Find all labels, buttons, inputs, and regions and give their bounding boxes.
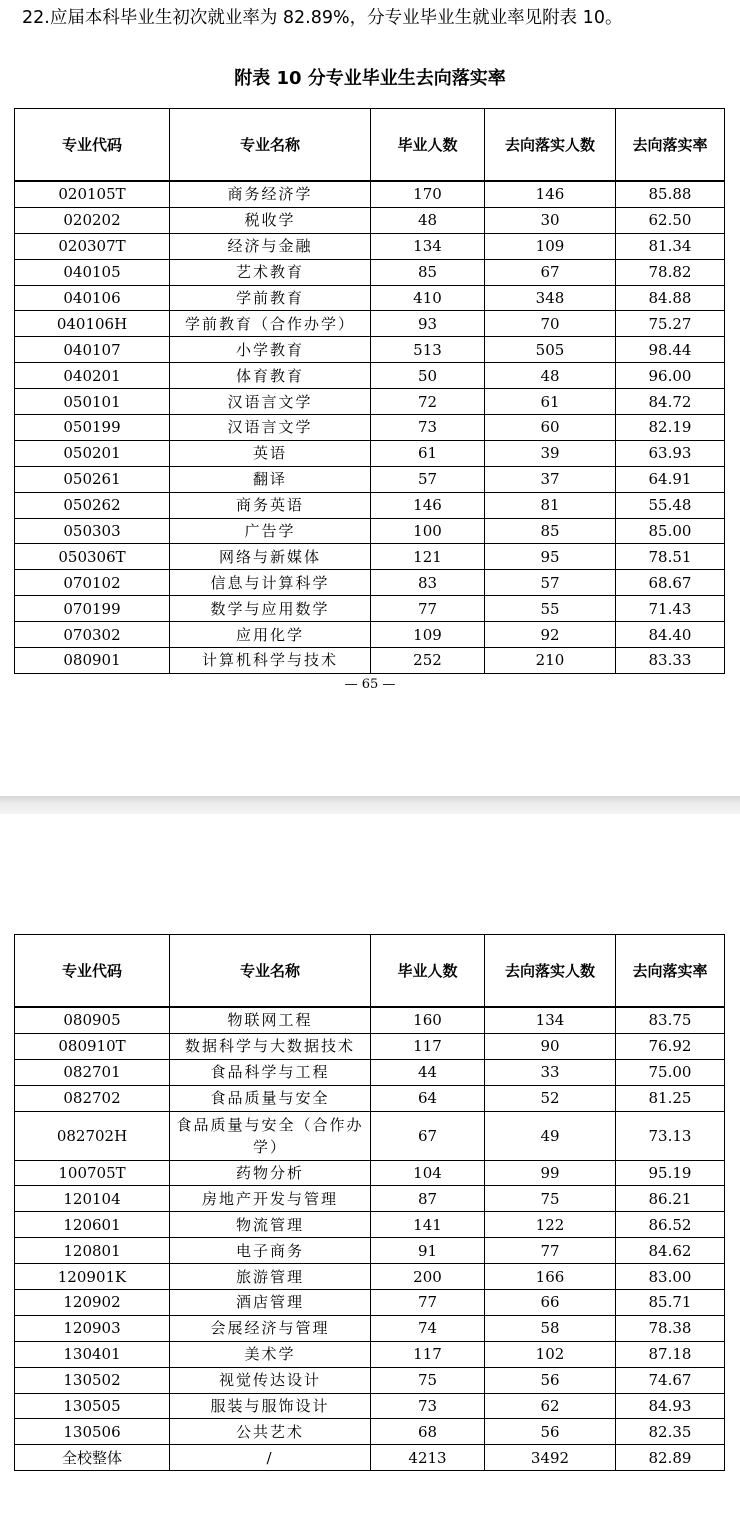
graduates-cell: 44	[371, 1059, 485, 1085]
major-code-cell: 100705T	[15, 1160, 170, 1186]
table-row	[15, 492, 725, 518]
major-name-cell: 物流管理	[170, 1212, 371, 1238]
placed-cell: 109	[485, 233, 616, 259]
page-number: — 65 —	[344, 677, 396, 692]
major-name-cell: 视觉传达设计	[170, 1367, 371, 1393]
placement-rate-cell: 82.19	[616, 415, 725, 441]
table-row	[15, 233, 725, 259]
placed-cell: 75	[485, 1186, 616, 1212]
table-title: 附表 10 分专业毕业生去向落实率	[234, 68, 506, 89]
placement-rate-cell: 76.92	[616, 1033, 725, 1059]
major-code-cell: 070102	[15, 570, 170, 596]
table-row	[15, 1033, 725, 1059]
major-name-cell: 翻译	[170, 466, 371, 492]
major-name-cell: 汉语言文学	[170, 415, 371, 441]
major-name-cell: 应用化学	[170, 622, 371, 648]
table-row	[15, 440, 725, 466]
major-name-cell: 数学与应用数学	[170, 596, 371, 622]
major-name-cell: 网络与新媒体	[170, 544, 371, 570]
major-code-cell: 120901K	[15, 1264, 170, 1290]
major-name-cell: 商务英语	[170, 492, 371, 518]
graduates-cell: 109	[371, 622, 485, 648]
graduates-cell: 117	[371, 1341, 485, 1367]
graduates-cell: 410	[371, 285, 485, 311]
major-code-cell: 020307T	[15, 233, 170, 259]
placement-rate-cell: 83.00	[616, 1264, 725, 1290]
header-graduates: 毕业人数	[371, 935, 485, 1008]
placement-rate-cell: 82.89	[616, 1445, 725, 1471]
major-name-cell: 物联网工程	[170, 1007, 371, 1033]
table-row	[15, 1367, 725, 1393]
major-code-cell: 082702H	[15, 1111, 170, 1160]
major-code-cell: 040107	[15, 337, 170, 363]
major-name-cell: 商务经济学	[170, 181, 371, 207]
placed-cell: 62	[485, 1393, 616, 1419]
placement-rate-cell: 75.00	[616, 1059, 725, 1085]
placed-cell: 56	[485, 1419, 616, 1445]
major-code-cell: 050101	[15, 389, 170, 415]
table-row	[15, 1111, 725, 1160]
table-header-row	[15, 109, 725, 182]
table-row	[15, 544, 725, 570]
graduates-cell: 75	[371, 1367, 485, 1393]
major-code-cell: 050262	[15, 492, 170, 518]
placed-cell: 66	[485, 1290, 616, 1316]
major-name-cell: 电子商务	[170, 1238, 371, 1264]
graduates-cell: 64	[371, 1085, 485, 1111]
major-name-cell: 学前教育（合作办学）	[170, 311, 371, 337]
major-code-cell: 080901	[15, 648, 170, 674]
placement-rate-cell: 63.93	[616, 440, 725, 466]
placed-cell: 134	[485, 1007, 616, 1033]
placement-rate-cell: 81.34	[616, 233, 725, 259]
graduates-cell: 513	[371, 337, 485, 363]
major-name-cell: 食品科学与工程	[170, 1059, 371, 1085]
employment-rate-table-part2	[14, 934, 725, 1471]
header-major-name: 专业名称	[170, 109, 371, 182]
placement-rate-cell: 98.44	[616, 337, 725, 363]
table-row	[15, 1419, 725, 1445]
placed-cell: 77	[485, 1238, 616, 1264]
placement-rate-cell: 78.51	[616, 544, 725, 570]
placement-rate-cell: 78.82	[616, 259, 725, 285]
placed-cell: 33	[485, 1059, 616, 1085]
header-placement-rate: 去向落实率	[616, 109, 725, 182]
placement-rate-cell: 74.67	[616, 1367, 725, 1393]
major-name-cell: 房地产开发与管理	[170, 1186, 371, 1212]
placement-rate-cell: 83.33	[616, 648, 725, 674]
graduates-cell: 61	[371, 440, 485, 466]
placement-rate-cell: 83.75	[616, 1007, 725, 1033]
table-row	[15, 1315, 725, 1341]
placement-rate-cell: 82.35	[616, 1419, 725, 1445]
placed-cell: 48	[485, 363, 616, 389]
major-code-cell: 082702	[15, 1085, 170, 1111]
placement-rate-cell: 85.00	[616, 518, 725, 544]
major-name-cell: 经济与金融	[170, 233, 371, 259]
major-code-cell: 070302	[15, 622, 170, 648]
major-code-cell: 130401	[15, 1341, 170, 1367]
major-code-cell: 全校整体	[15, 1445, 170, 1471]
major-code-cell: 080905	[15, 1007, 170, 1033]
placement-rate-cell: 86.52	[616, 1212, 725, 1238]
table-row	[15, 1007, 725, 1033]
header-placed: 去向落实人数	[485, 109, 616, 182]
major-name-cell: 学前教育	[170, 285, 371, 311]
placed-cell: 90	[485, 1033, 616, 1059]
placed-cell: 70	[485, 311, 616, 337]
table-row	[15, 285, 725, 311]
placed-cell: 85	[485, 518, 616, 544]
table-row	[15, 648, 725, 674]
graduates-cell: 134	[371, 233, 485, 259]
placement-rate-cell: 84.40	[616, 622, 725, 648]
placed-cell: 60	[485, 415, 616, 441]
placed-cell: 122	[485, 1212, 616, 1238]
major-code-cell: 082701	[15, 1059, 170, 1085]
major-name-cell: 数据科学与大数据技术	[170, 1033, 371, 1059]
major-name-cell: 会展经济与管理	[170, 1315, 371, 1341]
major-name-cell: 英语	[170, 440, 371, 466]
graduates-cell: 74	[371, 1315, 485, 1341]
major-name-cell: 信息与计算科学	[170, 570, 371, 596]
graduates-cell: 117	[371, 1033, 485, 1059]
placed-cell: 99	[485, 1160, 616, 1186]
placement-rate-cell: 84.88	[616, 285, 725, 311]
placed-cell: 102	[485, 1341, 616, 1367]
graduates-cell: 91	[371, 1238, 485, 1264]
placed-cell: 61	[485, 389, 616, 415]
header-major-code: 专业代码	[15, 109, 170, 182]
graduates-cell: 200	[371, 1264, 485, 1290]
graduates-cell: 67	[371, 1111, 485, 1160]
intro-paragraph: 22.应届本科毕业生初次就业率为 82.89%，分专业毕业生就业率见附表 10。	[22, 8, 623, 28]
placement-rate-cell: 86.21	[616, 1186, 725, 1212]
placed-cell: 58	[485, 1315, 616, 1341]
header-placed: 去向落实人数	[485, 935, 616, 1008]
graduates-cell: 77	[371, 596, 485, 622]
table-row	[15, 1212, 725, 1238]
header-major-name: 专业名称	[170, 935, 371, 1008]
major-name-cell: 税收学	[170, 207, 371, 233]
major-code-cell: 040105	[15, 259, 170, 285]
table-body-part1	[15, 181, 725, 673]
major-name-cell: 食品质量与安全	[170, 1085, 371, 1111]
major-name-cell: 公共艺术	[170, 1419, 371, 1445]
placed-cell: 166	[485, 1264, 616, 1290]
graduates-cell: 4213	[371, 1445, 485, 1471]
table-row	[15, 1160, 725, 1186]
table-row	[15, 1186, 725, 1212]
major-code-cell: 040106	[15, 285, 170, 311]
graduates-cell: 73	[371, 415, 485, 441]
table-row	[15, 259, 725, 285]
table-row	[15, 1264, 725, 1290]
major-name-cell: 计算机科学与技术	[170, 648, 371, 674]
major-code-cell: 130506	[15, 1419, 170, 1445]
major-code-cell: 020105T	[15, 181, 170, 207]
major-name-cell: /	[170, 1445, 371, 1471]
header-major-code: 专业代码	[15, 935, 170, 1008]
major-code-cell: 040106H	[15, 311, 170, 337]
placed-cell: 210	[485, 648, 616, 674]
table-row	[15, 518, 725, 544]
table-row	[15, 311, 725, 337]
graduates-cell: 160	[371, 1007, 485, 1033]
table-row	[15, 1341, 725, 1367]
placement-rate-cell: 85.71	[616, 1290, 725, 1316]
graduates-cell: 100	[371, 518, 485, 544]
placement-rate-cell: 64.91	[616, 466, 725, 492]
placed-cell: 56	[485, 1367, 616, 1393]
major-name-cell: 食品质量与安全（合作办学）	[170, 1111, 371, 1160]
table-row	[15, 181, 725, 207]
graduates-cell: 93	[371, 311, 485, 337]
table-row	[15, 1238, 725, 1264]
placement-rate-cell: 84.62	[616, 1238, 725, 1264]
major-name-cell: 服装与服饰设计	[170, 1393, 371, 1419]
placed-cell: 55	[485, 596, 616, 622]
table-row	[15, 363, 725, 389]
placed-cell: 505	[485, 337, 616, 363]
placed-cell: 92	[485, 622, 616, 648]
major-name-cell: 汉语言文学	[170, 389, 371, 415]
major-code-cell: 020202	[15, 207, 170, 233]
placement-rate-cell: 68.67	[616, 570, 725, 596]
placed-cell: 81	[485, 492, 616, 518]
table-row	[15, 622, 725, 648]
major-code-cell: 050306T	[15, 544, 170, 570]
graduates-cell: 50	[371, 363, 485, 389]
major-code-cell: 050261	[15, 466, 170, 492]
table-row	[15, 1393, 725, 1419]
graduates-cell: 121	[371, 544, 485, 570]
major-code-cell: 040201	[15, 363, 170, 389]
table-row	[15, 207, 725, 233]
placement-rate-cell: 71.43	[616, 596, 725, 622]
placement-rate-cell: 84.93	[616, 1393, 725, 1419]
header-placement-rate: 去向落实率	[616, 935, 725, 1008]
major-code-cell: 050199	[15, 415, 170, 441]
placed-cell: 67	[485, 259, 616, 285]
graduates-cell: 73	[371, 1393, 485, 1419]
table-row	[15, 1290, 725, 1316]
table-body-part2	[15, 1007, 725, 1471]
placement-rate-cell: 85.88	[616, 181, 725, 207]
placed-cell: 49	[485, 1111, 616, 1160]
graduates-cell: 77	[371, 1290, 485, 1316]
major-name-cell: 美术学	[170, 1341, 371, 1367]
placed-cell: 3492	[485, 1445, 616, 1471]
major-code-cell: 080910T	[15, 1033, 170, 1059]
major-code-cell: 120601	[15, 1212, 170, 1238]
placed-cell: 348	[485, 285, 616, 311]
graduates-cell: 170	[371, 181, 485, 207]
major-name-cell: 小学教育	[170, 337, 371, 363]
placement-rate-cell: 75.27	[616, 311, 725, 337]
graduates-cell: 83	[371, 570, 485, 596]
table-header-row	[15, 935, 725, 1008]
placed-cell: 39	[485, 440, 616, 466]
placement-rate-cell: 55.48	[616, 492, 725, 518]
graduates-cell: 57	[371, 466, 485, 492]
table-row	[15, 596, 725, 622]
placement-rate-cell: 73.13	[616, 1111, 725, 1160]
placed-cell: 30	[485, 207, 616, 233]
page-separator	[0, 796, 740, 814]
placed-cell: 37	[485, 466, 616, 492]
major-code-cell: 120902	[15, 1290, 170, 1316]
major-code-cell: 130502	[15, 1367, 170, 1393]
graduates-cell: 48	[371, 207, 485, 233]
graduates-cell: 87	[371, 1186, 485, 1212]
header-graduates: 毕业人数	[371, 109, 485, 182]
placement-rate-cell: 78.38	[616, 1315, 725, 1341]
major-name-cell: 药物分析	[170, 1160, 371, 1186]
major-code-cell: 050303	[15, 518, 170, 544]
placement-rate-cell: 96.00	[616, 363, 725, 389]
major-code-cell: 120104	[15, 1186, 170, 1212]
placement-rate-cell: 95.19	[616, 1160, 725, 1186]
table-row	[15, 415, 725, 441]
major-code-cell: 050201	[15, 440, 170, 466]
graduates-cell: 141	[371, 1212, 485, 1238]
employment-rate-table-part1	[14, 108, 725, 674]
table-row	[15, 466, 725, 492]
placement-rate-cell: 87.18	[616, 1341, 725, 1367]
major-name-cell: 艺术教育	[170, 259, 371, 285]
table-row	[15, 337, 725, 363]
placement-rate-cell: 84.72	[616, 389, 725, 415]
placed-cell: 57	[485, 570, 616, 596]
table-row	[15, 1445, 725, 1471]
placement-rate-cell: 62.50	[616, 207, 725, 233]
placed-cell: 146	[485, 181, 616, 207]
graduates-cell: 146	[371, 492, 485, 518]
graduates-cell: 68	[371, 1419, 485, 1445]
table-row	[15, 1059, 725, 1085]
graduates-cell: 85	[371, 259, 485, 285]
placement-rate-cell: 81.25	[616, 1085, 725, 1111]
major-code-cell: 120801	[15, 1238, 170, 1264]
graduates-cell: 104	[371, 1160, 485, 1186]
major-name-cell: 体育教育	[170, 363, 371, 389]
graduates-cell: 72	[371, 389, 485, 415]
major-code-cell: 130505	[15, 1393, 170, 1419]
major-name-cell: 广告学	[170, 518, 371, 544]
major-code-cell: 070199	[15, 596, 170, 622]
placed-cell: 95	[485, 544, 616, 570]
graduates-cell: 252	[371, 648, 485, 674]
major-name-cell: 酒店管理	[170, 1290, 371, 1316]
placed-cell: 52	[485, 1085, 616, 1111]
table-row	[15, 570, 725, 596]
table-row	[15, 389, 725, 415]
major-name-cell: 旅游管理	[170, 1264, 371, 1290]
major-code-cell: 120903	[15, 1315, 170, 1341]
table-row	[15, 1085, 725, 1111]
